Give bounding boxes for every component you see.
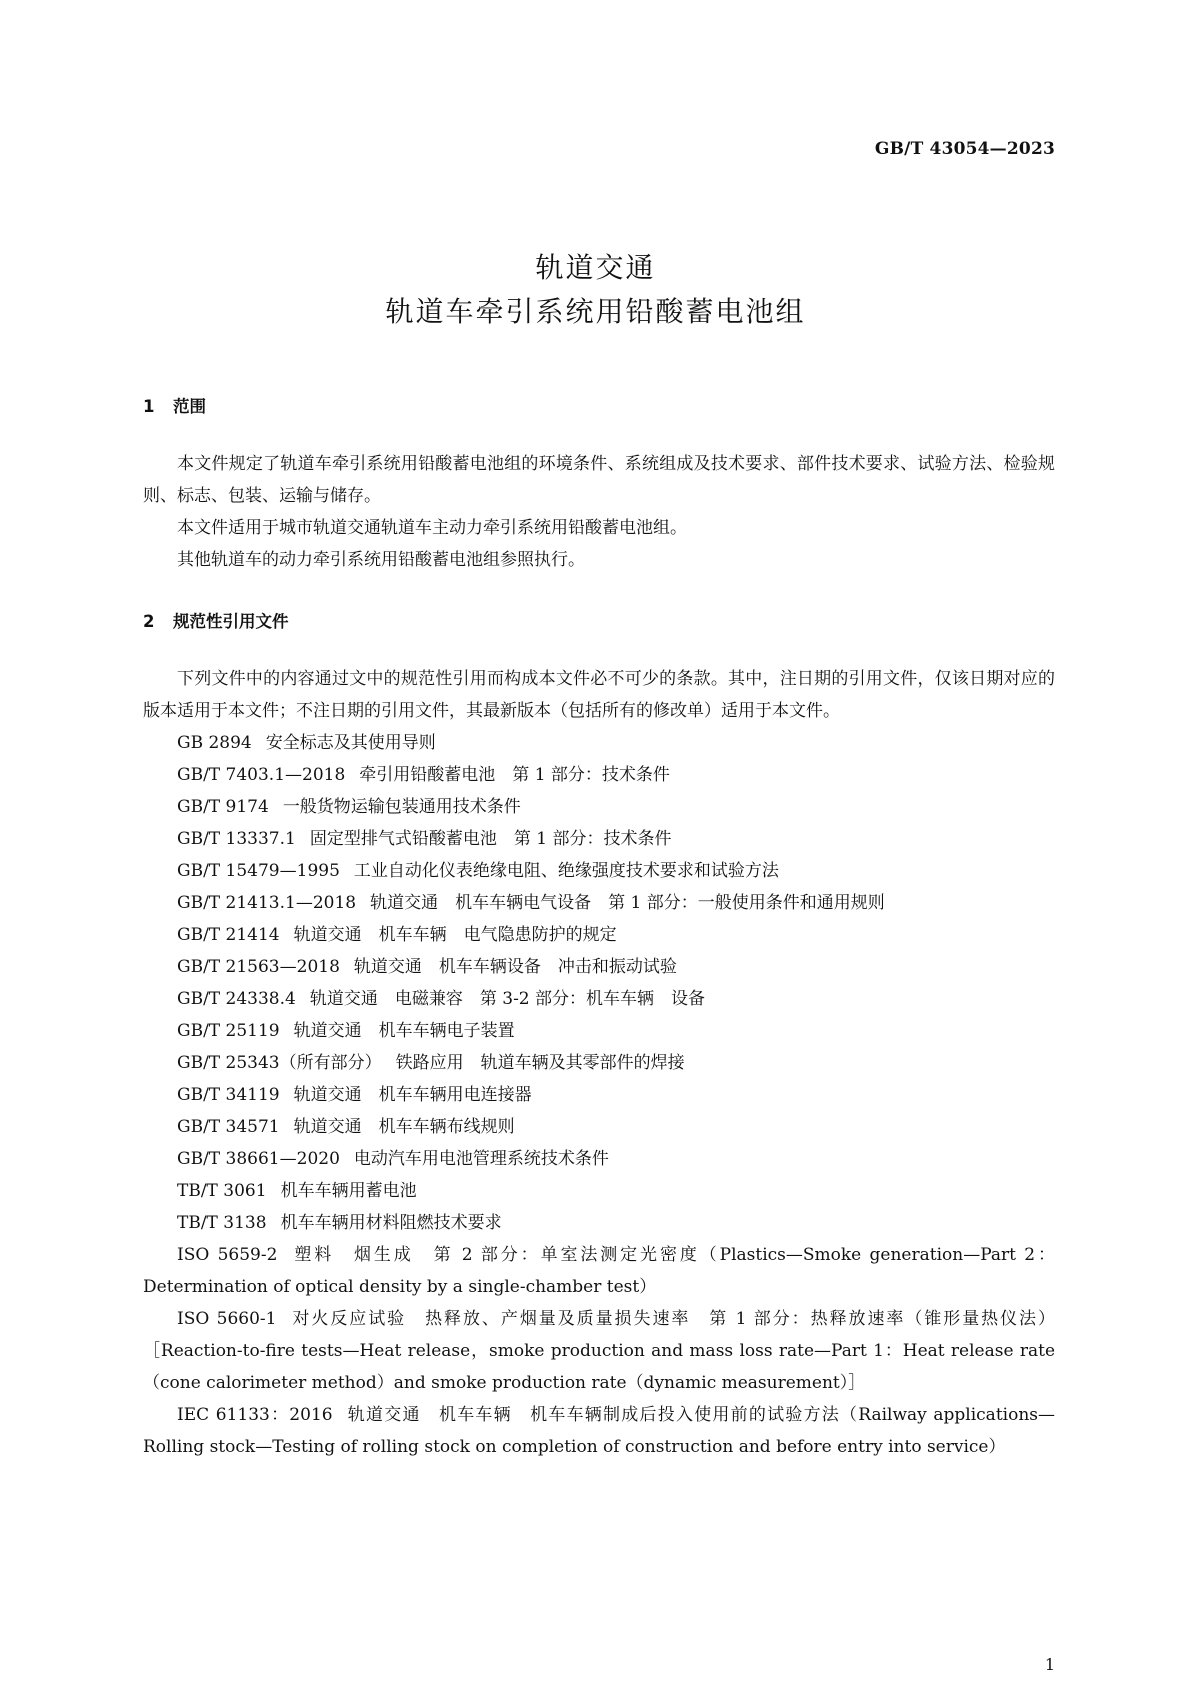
reference-code: GB/T 13337.1 [177,829,296,849]
reference-code: GB/T 34119 [177,1085,280,1105]
reference-item [143,1207,1055,1239]
reference-title: 机车车辆用材料阻燃技术要求 [280,1213,502,1233]
reference-item [143,823,1055,855]
reference-item [143,1143,1055,1175]
document-body [143,391,1055,1463]
reference-code: GB/T 24338.4 [177,989,296,1009]
reference-code: ISO 5660-1 [177,1309,277,1329]
reference-item [143,983,1055,1015]
reference-list [143,727,1055,1463]
reference-item [143,1239,1055,1303]
section-spacer [143,638,1055,663]
reference-code: IEC 61133：2016 [177,1405,333,1425]
reference-code: GB/T 21563—2018 [177,957,340,977]
section-number: 2 [143,612,155,631]
reference-title: 轨道交通 机车车辆设备 冲击和振动试验 [353,957,677,977]
reference-title: 轨道交通 机车车辆电子装置 [293,1021,515,1041]
reference-title: 对火反应试验 热释放、产烟量及质量损失速率 第 1 部分：热释放速率（锥形量热仪法）［Reaction-to-fire tests—Heat release，smoke production and mass loss rate—Part 1：Heat release rate（cone calorimeter method）and smoke production rate（dynamic measurement）］ [143,1309,1056,1393]
section-spacer [143,423,1055,448]
reference-title: 牵引用铅酸蓄电池 第 1 部分：技术条件 [359,765,670,785]
reference-title: 轨道交通 机车车辆电气设备 第 1 部分：一般使用条件和通用规则 [370,893,885,913]
reference-title: 电动汽车用电池管理系统技术条件 [353,1149,609,1169]
reference-item [143,1015,1055,1047]
reference-code: GB/T 38661—2020 [177,1149,340,1169]
reference-code: GB 2894 [177,733,252,753]
reference-title: 轨道交通 机车车辆 电气隐患防护的规定 [293,925,617,945]
reference-item [143,951,1055,983]
document-title-line1: 轨道交通 [535,251,656,284]
reference-title: 轨道交通 机车车辆用电连接器 [293,1085,532,1105]
section-heading-normative-references [143,606,1055,638]
reference-title: 安全标志及其使用导则 [265,733,436,753]
reference-item [143,1399,1055,1463]
paragraph: 其他轨道车的动力牵引系统用铅酸蓄电池组参照执行。 [177,550,585,570]
reference-item [143,1047,1055,1079]
reference-title: 固定型排气式铅酸蓄电池 第 1 部分：技术条件 [309,829,672,849]
reference-code: GB/T 34571 [177,1117,280,1137]
reference-item [143,1079,1055,1111]
reference-code: GB/T 9174 [177,797,269,817]
page-number: 1 [1044,1655,1055,1674]
section-heading-scope [143,391,1055,423]
reference-title: 工业自动化仪表绝缘电阻、绝缘强度技术要求和试验方法 [353,861,779,881]
reference-item [143,727,1055,759]
reference-item [143,1303,1055,1399]
reference-title: 一般货物运输包装通用技术条件 [282,797,521,817]
section-title: 规范性引用文件 [173,612,289,631]
reference-title: 轨道交通 机车车辆 机车车辆制成后投入使用前的试验方法（Railway applications—Rolling stock—Testing of rolling stock on completion of construction and before entry into service） [143,1405,1055,1457]
section-number: 1 [143,397,155,416]
paragraph: 下列文件中的内容通过文中的规范性引用而构成本文件必不可少的条款。其中，注日期的引用文件，仅该日期对应的版本适用于本文件；不注日期的引用文件，其最新版本（包括所有的修改单）适用于本文件。 [143,669,1055,721]
reference-code: GB/T 21414 [177,925,280,945]
reference-title: 轨道交通 电磁兼容 第 3-2 部分：机车车辆 设备 [309,989,706,1009]
reference-title: 塑料 烟生成 第 2 部分：单室法测定光密度（Plastics—Smoke generation—Part 2：Determination of optical density by a single-chamber test） [143,1245,1055,1297]
reference-code: GB/T 15479—1995 [177,861,340,881]
paragraph: 本文件适用于城市轨道交通轨道车主动力牵引系统用铅酸蓄电池组。 [177,518,687,538]
reference-title: 轨道交通 机车车辆布线规则 [293,1117,515,1137]
reference-title: 机车车辆用蓄电池 [280,1181,417,1201]
reference-item [143,791,1055,823]
reference-item [143,1175,1055,1207]
reference-code: GB/T 25119 [177,1021,280,1041]
section-title: 范围 [173,397,206,416]
reference-item [143,887,1055,919]
paragraph: 本文件规定了轨道车牵引系统用铅酸蓄电池组的环境条件、系统组成及技术要求、部件技术要求、试验方法、检验规则、标志、包装、运输与储存。 [143,454,1055,506]
reference-code: TB/T 3138 [177,1213,267,1233]
reference-code: GB/T 25343（所有部分） [177,1053,382,1073]
standard-number: GB/T 43054—2023 [874,139,1055,159]
reference-item [143,759,1055,791]
reference-code: ISO 5659-2 [177,1245,278,1265]
reference-code: GB/T 7403.1—2018 [177,765,346,785]
reference-code: GB/T 21413.1—2018 [177,893,357,913]
reference-item [143,855,1055,887]
document-title-line2: 轨道车牵引系统用铅酸蓄电池组 [385,295,806,328]
reference-title: 铁路应用 轨道车辆及其零部件的焊接 [395,1053,685,1073]
reference-item [143,1111,1055,1143]
reference-item [143,919,1055,951]
reference-code: TB/T 3061 [177,1181,267,1201]
